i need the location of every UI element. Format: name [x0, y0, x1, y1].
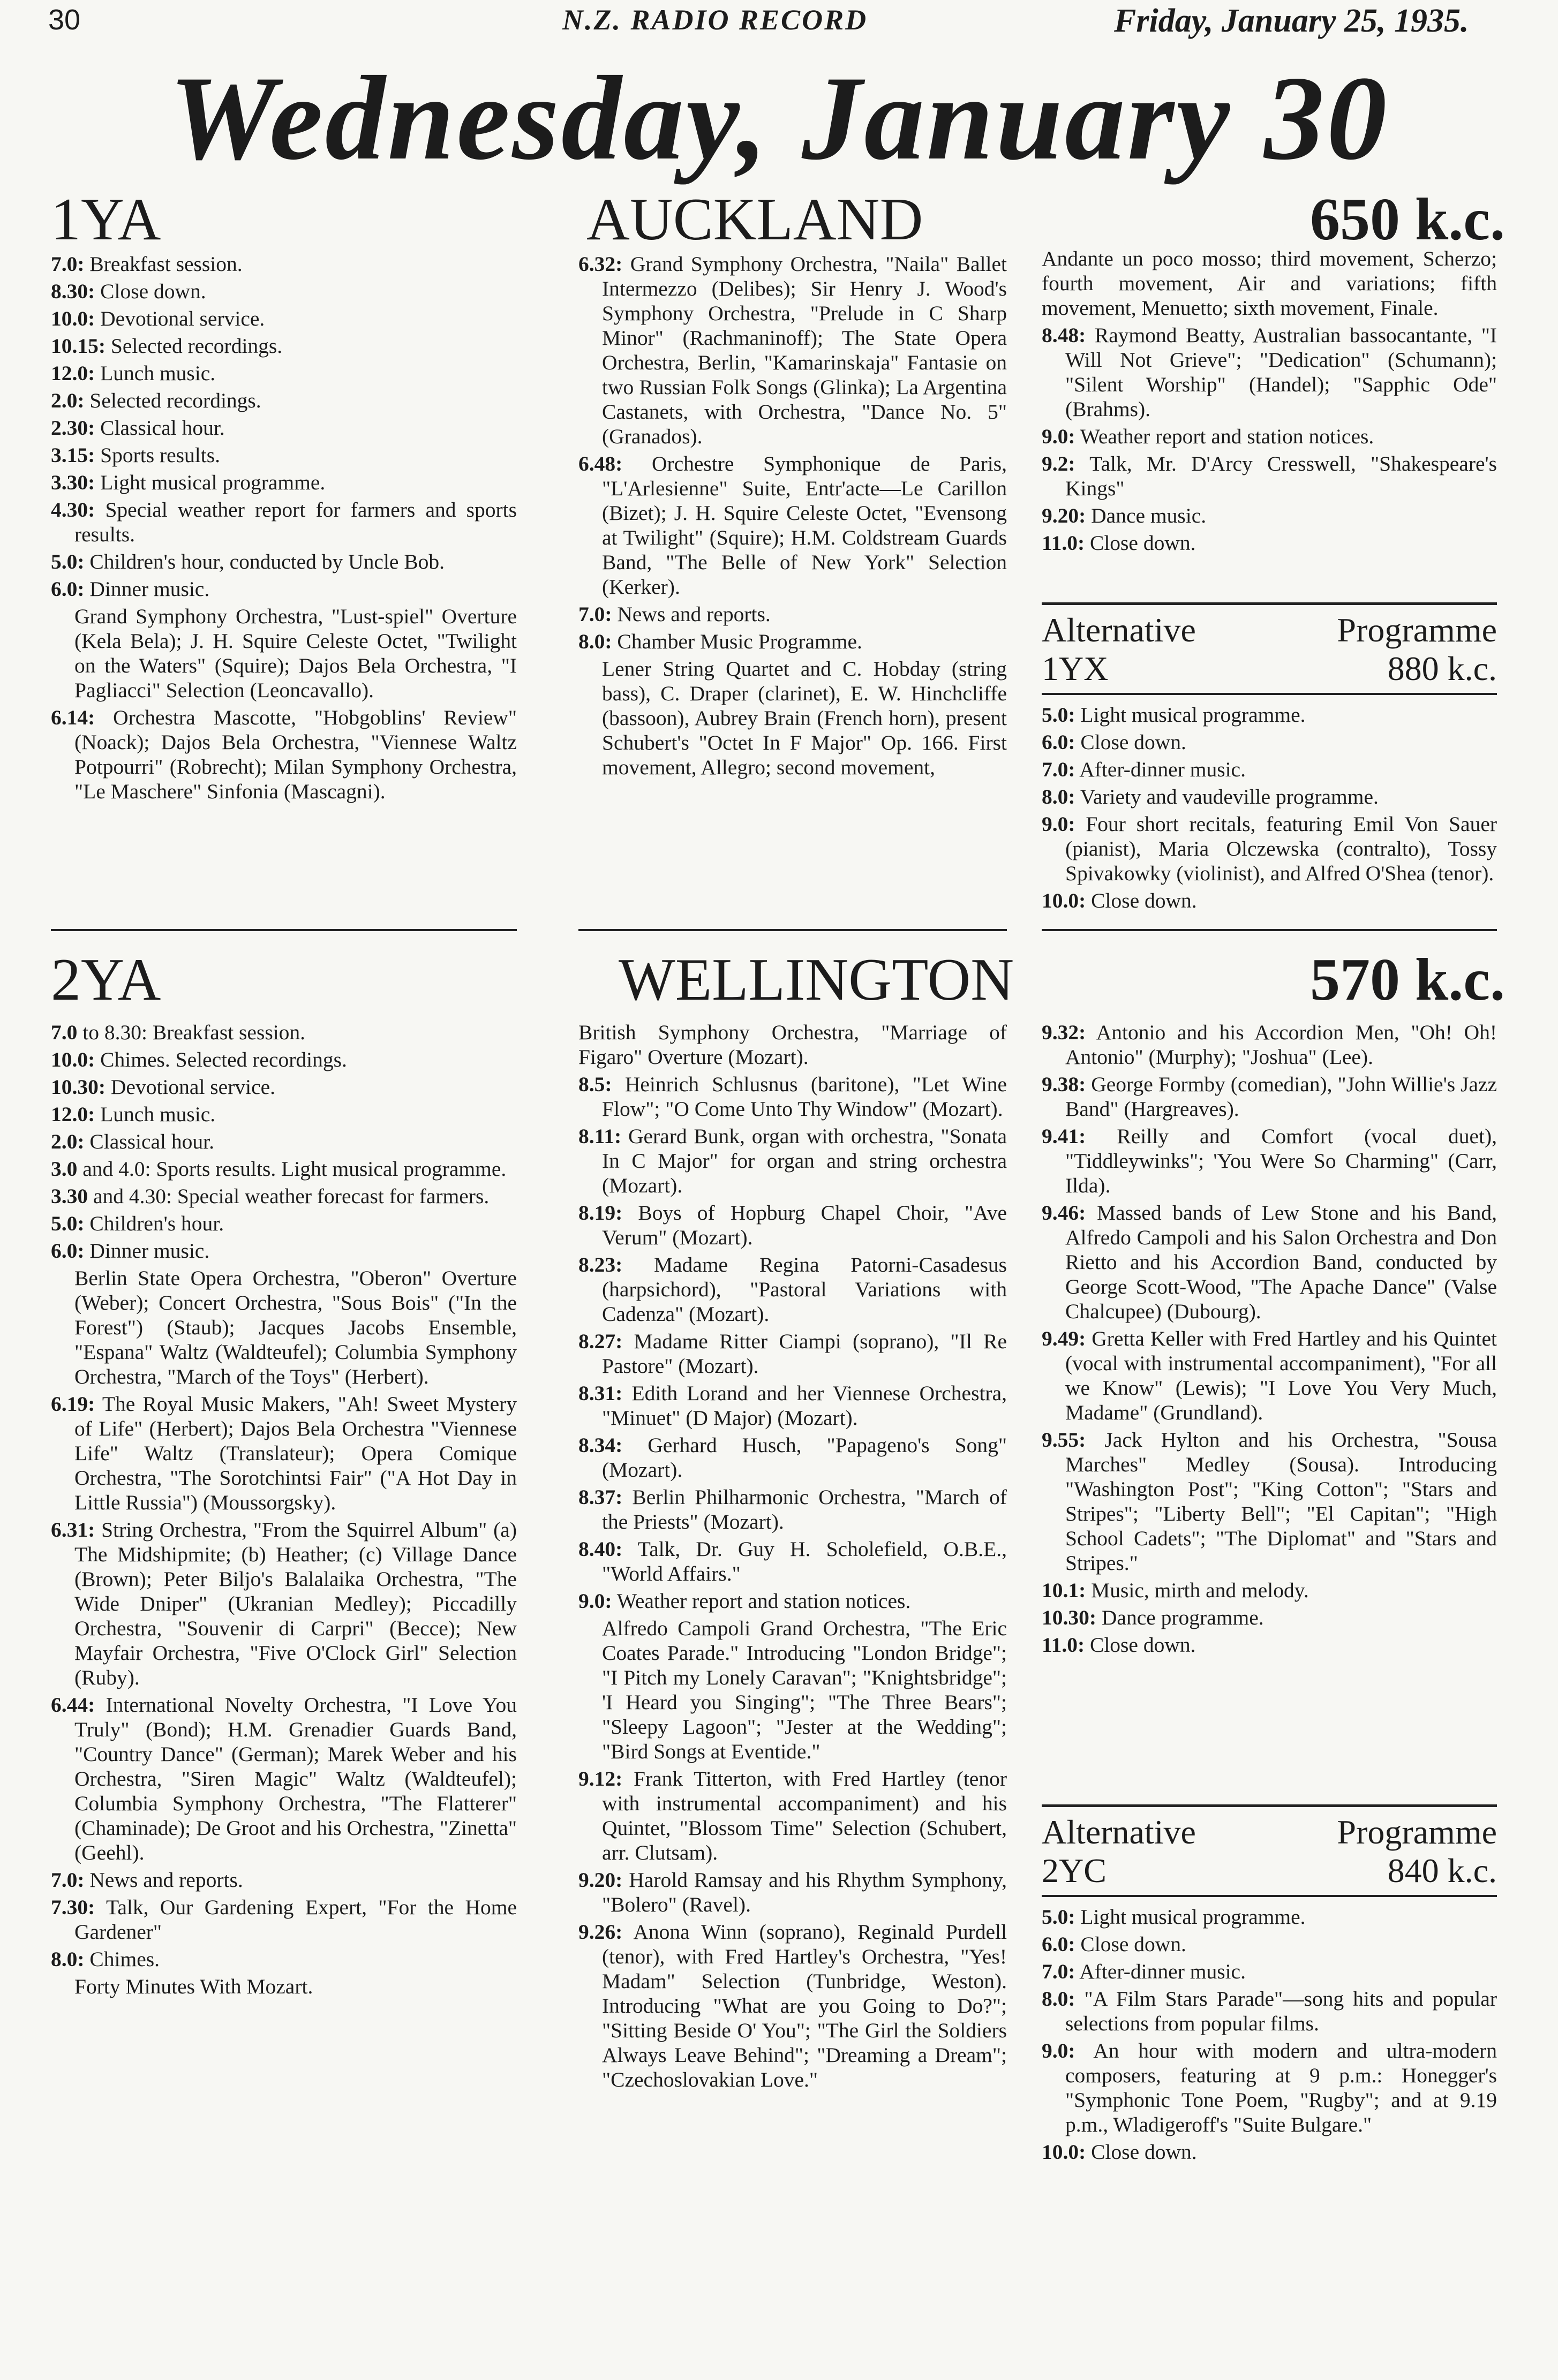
entry-time: 3.0	[51, 1157, 78, 1181]
entry-time: 8.37:	[578, 1485, 623, 1509]
entry-text: to 8.30: Breakfast session.	[82, 1021, 306, 1044]
entry-time: 9.49:	[1042, 1327, 1086, 1350]
programme-entry	[1042, 1986, 1497, 2036]
entry-text: George Formby (comedian), "John Willie's Jazz Band" (Hargreaves).	[1065, 1072, 1497, 1121]
entry-text: The Royal Music Makers, "Ah! Sweet Mystery of Life" (Herbert); Dajos Bela Orchestra "Viennese Life" Waltz (Translateur); Opera Comique Orchestra, "The Sorotchintsi Fair" ("A Hot Day in Little Russia") (Moussorgsky).	[74, 1392, 517, 1514]
entry-text: Berlin Philharmonic Orchestra, "March of the Priests" (Mozart).	[602, 1485, 1007, 1533]
entry-text: Raymond Beatty, Australian bassocantante, "I Will Not Grieve"; "Dedication" (Schumann); "Silent Worship" (Handel); "Sapphic Ode" (Brahms).	[1065, 323, 1497, 421]
programme-entry	[51, 1020, 517, 1045]
entry-text: Breakfast session.	[89, 252, 243, 276]
entry-time: 12.0:	[51, 361, 95, 385]
programme-entry	[51, 1238, 517, 1263]
entry-time: 10.0:	[1042, 889, 1086, 912]
entry-text: Frank Titterton, with Fred Hartley (tenor with instrumental accompaniment) and his Quintet, "Blossom Time" Selection (Schubert, arr. Clutsam).	[602, 1767, 1007, 1864]
column-2ya-left	[51, 1020, 517, 2001]
entry-time: 8.0:	[578, 630, 612, 653]
entry-text: An hour with modern and ultra-modern composers, featuring at 9 p.m.: Honegger's "Symphonic Tone Poem, "Rugby"; and at 9.19 p.m., Wladigeroff's "Suite Bulgare."	[1065, 2039, 1497, 2136]
entry-text: Grand Symphony Orchestra, "Naila" Ballet Intermezzo (Delibes); Sir Henry J. Wood's Symphony Orchestra, "Prelude in C Sharp Minor" (Rachmaninoff); The State Opera Orchestra, Berlin, "Kamarinskaja" Fantasie on two Russian Folk Songs (Glinka); La Argentina Castanets, with Orchestra, "Dance No. 5" (Granados).	[602, 252, 1007, 448]
programme-entry	[51, 306, 517, 331]
entry-text: Lener String Quartet and C. Hobday (string bass), C. Draper (clarinet), E. W. Hinchcliffe (bassoon), Aubrey Brain (French horn), present Schubert's "Octet In F Major" Op. 166. First movement, Allegro; second movement,	[602, 657, 1007, 779]
entry-time: 8.0:	[1042, 1987, 1075, 2011]
entry-time: 6.19:	[51, 1392, 95, 1416]
programme-entry	[1042, 1020, 1497, 1069]
alt-rule-bottom	[1042, 1895, 1497, 1897]
alt-frequency: 880 k.c.	[1387, 649, 1497, 687]
entry-text: "A Film Stars Parade"—song hits and popular selections from popular films.	[1065, 1987, 1497, 2035]
entry-text: Chimes.	[89, 1947, 160, 1971]
programme-entry	[51, 1184, 517, 1208]
entry-text: Lunch music.	[100, 361, 216, 385]
entry-text: Children's hour, conducted by Uncle Bob.	[89, 550, 445, 573]
programme-entry	[578, 1020, 1007, 1069]
programme-entry	[578, 1868, 1007, 1917]
entry-time: 7.0:	[51, 1868, 85, 1892]
entry-time: 3.15:	[51, 443, 95, 467]
programme-entry	[51, 1102, 517, 1127]
entry-time: 12.0:	[51, 1102, 95, 1126]
entry-time: 2.0:	[51, 389, 85, 412]
programme-entry	[1042, 888, 1497, 913]
entry-text: Massed bands of Lew Stone and his Band, Alfredo Campoli and his Salon Orchestra and Don Rietto and his Accordion Band, conducted by George Scott-Wood, "The Apache Dance" (Valse Chalcupee) (Dubourg).	[1065, 1201, 1497, 1323]
station-header-2ya	[51, 945, 1505, 1020]
programme-entry	[1042, 730, 1497, 754]
programme-entry	[51, 1392, 517, 1515]
entry-time: 8.30:	[51, 279, 95, 303]
entry-text: Sports results.	[100, 443, 221, 467]
entry-text: Light musical programme.	[100, 471, 326, 494]
programme-entry	[1042, 784, 1497, 809]
entry-text: Weather report and station notices.	[616, 1589, 911, 1613]
entry-time: 9.12:	[578, 1767, 623, 1790]
section-divider	[51, 929, 517, 931]
programme-entry	[51, 577, 517, 601]
entry-time: 9.41:	[1042, 1124, 1086, 1148]
programme-entry	[578, 252, 1007, 449]
entry-time: 9.0:	[578, 1589, 612, 1613]
programme-entry	[1042, 1905, 1497, 1929]
entry-time: 7.0:	[578, 602, 612, 626]
programme-entry	[51, 1947, 517, 1971]
publication-title: N.Z. RADIO RECORD	[562, 4, 868, 36]
entry-text: String Orchestra, "From the Squirrel Album" (a) The Midshipmite; (b) Heather; (c) Village Dance (Brown); Peter Biljo's Balalaika Orchestra, "The Wide Dniper" (Ukranian Medley); Piccadilly Orchestra, "Souvenir di Carpri" (Becce); New Mayfair Orchestra, "Five O'Clock Girl" Selection (Ruby).	[74, 1518, 517, 1689]
entry-time: 8.40:	[578, 1537, 623, 1561]
station-city: AUCKLAND	[586, 186, 923, 253]
entry-text: Talk, Dr. Guy H. Scholefield, O.B.E., "World Affairs."	[602, 1537, 1007, 1585]
programme-entry	[51, 1047, 517, 1072]
entry-time: 7.0:	[1042, 1960, 1075, 1983]
alt-frequency: 840 k.c.	[1387, 1852, 1497, 1890]
programme-entry	[578, 602, 1007, 626]
entry-time: 10.0:	[1042, 2140, 1086, 2164]
programme-entry	[1042, 2038, 1497, 2137]
entry-time: 2.30:	[51, 416, 95, 440]
entry-time: 10.1:	[1042, 1578, 1086, 1602]
programme-entry	[51, 604, 517, 702]
station-city: WELLINGTON	[619, 947, 1014, 1013]
entry-text: Close down.	[1091, 889, 1197, 912]
entry-text: British Symphony Orchestra, "Marriage of Figaro" Overture (Mozart).	[578, 1021, 1007, 1069]
entry-time: 10.0:	[51, 1048, 95, 1071]
programme-entry	[51, 1693, 517, 1865]
entry-time: 9.0:	[1042, 812, 1075, 836]
programme-entry	[578, 1920, 1007, 2092]
programme-entry	[1042, 1578, 1497, 1603]
programme-entry	[1042, 451, 1497, 501]
programme-entry	[1042, 2140, 1497, 2164]
section-divider	[1042, 929, 1497, 931]
programme-entry	[1042, 1124, 1497, 1198]
column-2ya-middle	[578, 1020, 1007, 2095]
entry-text: Harold Ramsay and his Rhythm Symphony, "Bolero" (Ravel).	[602, 1868, 1007, 1916]
programme-entry	[1042, 1605, 1497, 1630]
entry-text: Gerard Bunk, organ with orchestra, "Sonata In C Major" for organ and string orchestra (Mozart).	[602, 1124, 1007, 1197]
entry-text: News and reports.	[617, 602, 771, 626]
entry-time: 10.30:	[51, 1075, 106, 1099]
entry-text: Close down.	[1091, 2140, 1197, 2164]
programme-entry	[578, 451, 1007, 599]
programme-entry	[1042, 1427, 1497, 1575]
entry-time: 8.27:	[578, 1329, 623, 1353]
entry-text: Close down.	[1089, 531, 1196, 555]
alt-label: Alternative	[1042, 1813, 1196, 1851]
entry-text: and 4.30: Special weather forecast for farmers.	[93, 1184, 490, 1208]
programme-entry	[578, 656, 1007, 780]
alt-call-sign: 2YC	[1042, 1852, 1107, 1890]
entry-text: Antonio and his Accordion Men, "Oh! Oh! Antonio" (Murphy); "Joshua" (Lee).	[1065, 1021, 1497, 1069]
entry-time: 8.48:	[1042, 323, 1086, 347]
entry-time: 7.0:	[1042, 758, 1075, 781]
page-number: 30	[48, 4, 81, 36]
alt-rule-bottom	[1042, 693, 1497, 695]
programme-entry	[578, 1485, 1007, 1534]
entry-text: Light musical programme.	[1080, 703, 1306, 727]
entry-time: 6.14:	[51, 706, 95, 729]
programme-entry	[1042, 812, 1497, 886]
programme-entry	[1042, 1959, 1497, 1984]
programme-entry	[51, 1974, 517, 1999]
programme-entry	[51, 361, 517, 386]
entry-text: Gretta Keller with Fred Hartley and his Quintet (vocal with instrumental accompaniment), "For all we Know" (Lewis); "I Love You Very Much, Madame" (Grundland).	[1065, 1327, 1497, 1424]
entry-text: Lunch music.	[100, 1102, 216, 1126]
programme-entry	[51, 334, 517, 358]
entry-text: Grand Symphony Orchestra, "Lust-spiel" Overture (Kela Bela); J. H. Squire Celeste Octet, "Twilight on the Waters" (Squire); Dajos Bela Orchestra, "I Pagliacci" Selection (Leoncavallo).	[74, 605, 517, 702]
entry-text: Orchestre Symphonique de Paris, "L'Arlesienne" Suite, Entr'acte—Le Carillon (Bizet); J. H. Squire Celeste Octet, "Evensong at Twilight" (Squire); H.M. Coldstream Guards Band, "The Belle of New York" Selection (Kerker).	[602, 452, 1007, 599]
entry-time: 3.30	[51, 1184, 88, 1208]
entry-text: Reilly and Comfort (vocal duet), "Tiddleywinks"; 'You Were So Charming" (Carr, Ilda).	[1065, 1124, 1497, 1197]
entry-time: 9.55:	[1042, 1428, 1086, 1452]
entry-time: 7.0	[51, 1021, 78, 1044]
programme-entry	[578, 1329, 1007, 1378]
programme-entry	[51, 1517, 517, 1690]
entry-text: After-dinner music.	[1079, 758, 1246, 781]
entry-text: Close down.	[1089, 1633, 1196, 1657]
entry-time: 8.11:	[578, 1124, 622, 1148]
entry-text: Weather report and station notices.	[1080, 425, 1374, 448]
programme-entry	[578, 1537, 1007, 1586]
programme-entry	[578, 1433, 1007, 1482]
entry-time: 5.0:	[51, 1212, 85, 1235]
programme-entry	[578, 1616, 1007, 1764]
entry-text: Variety and vaudeville programme.	[1080, 785, 1379, 809]
programme-entry	[51, 415, 517, 440]
programme-entry	[1042, 323, 1497, 421]
entry-time: 9.38:	[1042, 1072, 1086, 1096]
entry-time: 8.19:	[578, 1201, 623, 1225]
entry-time: 2.0:	[51, 1130, 85, 1153]
alt-programme-label: Programme	[1337, 611, 1497, 649]
entry-text: Dinner music.	[89, 577, 210, 601]
entry-text: Devotional service.	[100, 307, 265, 330]
day-title: Wednesday, January 30	[169, 51, 1389, 185]
station-frequency: 570 k.c.	[1310, 947, 1505, 1013]
column-1ya-left	[51, 252, 517, 806]
programme-entry	[51, 388, 517, 413]
programme-entry	[1042, 1200, 1497, 1324]
programme-entry	[578, 1200, 1007, 1250]
entry-text: Special weather report for farmers and sports results.	[74, 498, 517, 546]
programme-entry	[51, 549, 517, 574]
entry-text: Close down.	[100, 279, 206, 303]
programme-entry	[1042, 702, 1497, 727]
programme-entry	[1042, 246, 1497, 320]
entry-time: 8.0:	[51, 1947, 85, 1971]
entry-time: 11.0:	[1042, 1633, 1085, 1657]
programme-entry	[51, 1266, 517, 1389]
entry-time: 9.20:	[578, 1868, 623, 1892]
entry-time: 6.32:	[578, 252, 623, 276]
programme-entry	[1042, 757, 1497, 782]
entry-text: Dance music.	[1091, 504, 1207, 527]
programme-entry	[1042, 503, 1497, 528]
section-divider	[578, 929, 1007, 931]
entry-text: Close down.	[1080, 1932, 1186, 1956]
entry-time: 4.30:	[51, 498, 95, 522]
entry-time: 10.0:	[51, 307, 95, 330]
programme-entry	[51, 1868, 517, 1892]
entry-time: 8.31:	[578, 1381, 623, 1405]
programme-entry	[51, 443, 517, 467]
column-2ya-right	[1042, 1020, 1497, 1660]
running-head	[48, 0, 1494, 37]
entry-text: Andante un poco mosso; third movement, Scherzo; fourth movement, Air and variations; fifth movement, Menuetto; sixth movement, Finale.	[1042, 247, 1497, 320]
entry-text: and 4.0: Sports results. Light musical programme.	[82, 1157, 507, 1181]
alt-rule-top	[1042, 602, 1497, 605]
programme-entry	[1042, 531, 1497, 555]
entry-time: 6.44:	[51, 1693, 95, 1717]
entry-text: Devotional service.	[110, 1075, 276, 1099]
entry-time: 7.0:	[51, 252, 85, 276]
programme-entry	[51, 497, 517, 547]
entry-text: Selected recordings.	[89, 389, 261, 412]
entry-text: Children's hour.	[89, 1212, 224, 1235]
programme-entry	[1042, 1633, 1497, 1657]
entry-text: Dinner music.	[89, 1239, 210, 1263]
entry-text: Forty Minutes With Mozart.	[74, 1975, 313, 1998]
column-1ya-middle	[578, 252, 1007, 782]
programme-entry	[1042, 1326, 1497, 1425]
entry-text: Alfredo Campoli Grand Orchestra, "The Eric Coates Parade." Introducing "London Bridge"; "I Pitch my Lonely Caravan"; "Knightsbridge"; 'I Heard you Singing"; "The Three Bears"; "Sleepy Lagoon"; "Jester at the Wedding"; "Bird Songs at Eventide."	[602, 1616, 1007, 1763]
entry-time: 8.23:	[578, 1253, 623, 1276]
entry-time: 9.26:	[578, 1920, 623, 1944]
entry-time: 9.32:	[1042, 1021, 1086, 1044]
programme-entry	[51, 470, 517, 495]
entry-time: 8.5:	[578, 1072, 612, 1096]
entry-text: Chamber Music Programme.	[617, 630, 862, 653]
entry-time: 5.0:	[1042, 703, 1075, 727]
programme-entry	[1042, 1072, 1497, 1121]
entry-time: 9.2:	[1042, 452, 1075, 475]
entry-text: Heinrich Schlusnus (baritone), "Let Wine Flow"; "O Come Unto Thy Window" (Mozart).	[602, 1072, 1007, 1121]
entry-text: Selected recordings.	[110, 334, 283, 358]
programme-entry	[1042, 424, 1497, 449]
programme-entry	[578, 1766, 1007, 1865]
entry-text: Gerhard Husch, "Papageno's Song" (Mozart).	[602, 1433, 1007, 1482]
programme-entry	[51, 705, 517, 804]
entry-time: 8.0:	[1042, 785, 1075, 809]
entry-time: 9.20:	[1042, 504, 1086, 527]
entry-text: Music, mirth and melody.	[1091, 1578, 1309, 1602]
entry-text: Berlin State Opera Orchestra, "Oberon" Overture (Weber); Concert Orchestra, "Sous Bois" ("In the Forest") (Staub); Jacques Jacobs Ensemble, "Espana" Waltz (Waldteufel); Columbia Symphony Orchestra, "March of the Toys" (Herbert).	[74, 1266, 517, 1388]
station-call-sign: 1YA	[51, 186, 161, 253]
entry-text: Four short recitals, featuring Emil Von Sauer (pianist), Maria Olczewska (contralto), Tossy Spivakowky (violinist), and Alfred O'Shea (tenor).	[1065, 812, 1497, 885]
entry-time: 5.0:	[1042, 1905, 1075, 1929]
entry-time: 10.30:	[1042, 1606, 1097, 1629]
entry-text: News and reports.	[89, 1868, 243, 1892]
entry-time: 11.0:	[1042, 531, 1085, 555]
programme-entry	[578, 1252, 1007, 1326]
alt-label: Alternative	[1042, 611, 1196, 649]
programme-entry	[51, 279, 517, 304]
station-frequency: 650 k.c.	[1310, 186, 1505, 253]
entry-text: Classical hour.	[100, 416, 225, 440]
entry-time: 6.0:	[1042, 1932, 1075, 1956]
entry-time: 8.34:	[578, 1433, 623, 1457]
entry-text: After-dinner music.	[1079, 1960, 1246, 1983]
entry-time: 9.46:	[1042, 1201, 1086, 1225]
entry-text: Anona Winn (soprano), Reginald Purdell (tenor), with Fred Hartley's Orchestra, "Yes! Madam" Selection (Tunbridge, Weston). Introducing "What are you Going to Do?"; "Sitting Beside O' You"; "The Girl the Soldiers Always Leave Behind"; "Dreaming a Dream"; "Czechoslovakian Love."	[602, 1920, 1007, 2091]
entry-text: Boys of Hopburg Chapel Choir, "Ave Verum" (Mozart).	[602, 1201, 1007, 1249]
programme-entry	[1042, 1932, 1497, 1956]
entry-text: Jack Hylton and his Orchestra, "Sousa Marches" Medley (Sousa). Introducing "Washington Post"; "King Cotton"; "Stars and Stripes"; "Liberty Bell"; "El Capitan"; "High School Cadets"; "The Diplomat" and "Stars and Stripes."	[1065, 1428, 1497, 1575]
entry-time: 6.0:	[51, 577, 85, 601]
alt-programme-label: Programme	[1337, 1813, 1497, 1851]
entry-time: 3.30:	[51, 471, 95, 494]
entry-text: Talk, Mr. D'Arcy Cresswell, "Shakespeare's Kings"	[1065, 452, 1497, 500]
column-1ya-right	[1042, 246, 1497, 558]
entry-time: 6.0:	[1042, 730, 1075, 754]
programme-entry	[51, 1895, 517, 1944]
entry-text: Dance programme.	[1101, 1606, 1264, 1629]
programme-entry	[51, 252, 517, 276]
entry-text: International Novelty Orchestra, "I Love You Truly" (Bond); H.M. Grenadier Guards Band, "Country Dance" (German); Marek Weber and his Orchestra, "Siren Magic" Waltz (Waldteufel); Columbia Symphony Orchestra, "The Flatterer" (Chaminade); De Groot and his Orchestra, "Zinetta" (Geehl).	[74, 1693, 517, 1864]
entry-text: Madame Ritter Ciampi (soprano), "Il Re Pastore" (Mozart).	[602, 1329, 1007, 1378]
entry-time: 5.0:	[51, 550, 85, 573]
entry-text: Madame Regina Patorni-Casadesus (harpsichord), "Pastoral Variations with Cadenza" (Mozart).	[602, 1253, 1007, 1326]
alt-2yc-list	[1042, 1905, 1497, 2164]
alt-1yx-list	[1042, 702, 1497, 913]
entry-time: 7.30:	[51, 1895, 95, 1919]
entry-text: Close down.	[1080, 730, 1186, 754]
programme-entry	[578, 1589, 1007, 1613]
programme-entry	[578, 1124, 1007, 1198]
entry-text: Talk, Our Gardening Expert, "For the Home Gardener"	[74, 1895, 517, 1944]
entry-time: 6.0:	[51, 1239, 85, 1263]
entry-time: 6.48:	[578, 452, 623, 475]
programme-entry	[51, 1211, 517, 1236]
entry-text: Orchestra Mascotte, "Hobgoblins' Review" (Noack); Dajos Bela Orchestra, "Viennese Waltz Potpourri" (Robrecht); Milan Symphony Orchestra, "Le Maschere" Sinfonia (Mascagni).	[74, 706, 517, 803]
programme-entry	[578, 1072, 1007, 1121]
alt-call-sign: 1YX	[1042, 649, 1109, 687]
programme-entry	[51, 1129, 517, 1154]
entry-time: 10.15:	[51, 334, 106, 358]
entry-text: Classical hour.	[89, 1130, 214, 1153]
programme-entry	[51, 1075, 517, 1099]
entry-time: 9.0:	[1042, 2039, 1075, 2062]
alt-rule-top	[1042, 1804, 1497, 1807]
programme-entry	[578, 629, 1007, 654]
programme-entry	[51, 1157, 517, 1181]
entry-time: 9.0:	[1042, 425, 1075, 448]
alternative-programme-1yx	[1042, 602, 1497, 916]
issue-date: Friday, January 25, 1935.	[1114, 3, 1469, 39]
programme-entry	[578, 1381, 1007, 1430]
entry-text: Chimes. Selected recordings.	[100, 1048, 347, 1071]
alternative-programme-2yc	[1042, 1804, 1497, 2167]
entry-time: 6.31:	[51, 1518, 95, 1542]
entry-text: Light musical programme.	[1080, 1905, 1306, 1929]
station-call-sign: 2YA	[51, 947, 161, 1013]
entry-text: Edith Lorand and her Viennese Orchestra, "Minuet" (D Major) (Mozart).	[602, 1381, 1007, 1430]
